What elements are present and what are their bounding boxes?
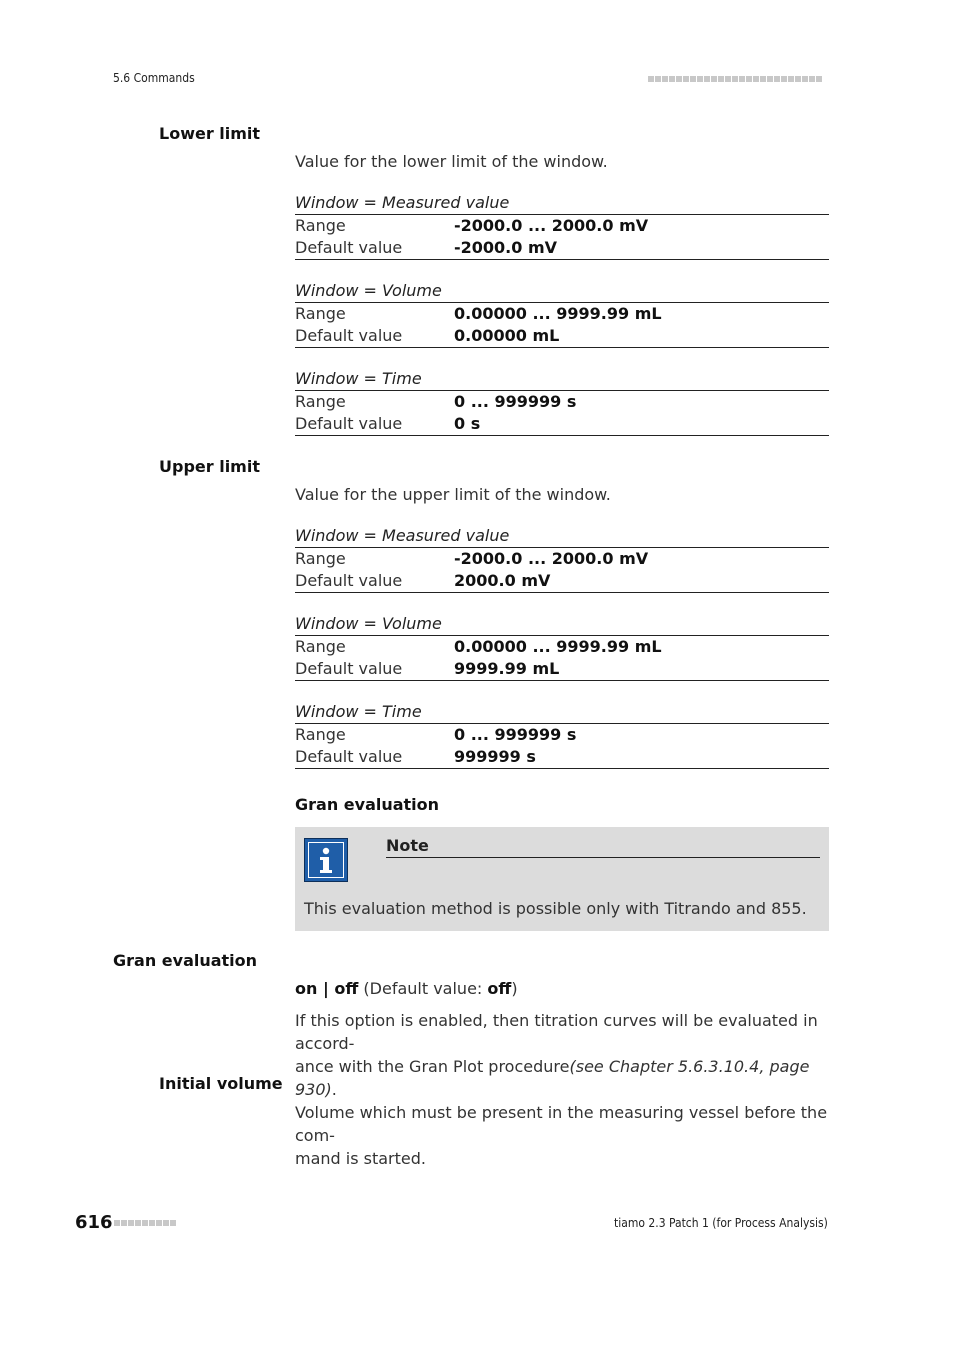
range-label: Range — [295, 549, 346, 568]
range-value: -2000.0 ... 2000.0 mV — [454, 216, 649, 235]
default-label: Default value — [295, 747, 403, 766]
gran-evaluation-heading: Gran evaluation — [113, 951, 258, 970]
range-label: Range — [295, 392, 346, 411]
table-row-default — [295, 746, 829, 769]
info-icon — [304, 838, 348, 882]
range-label: Range — [295, 304, 346, 323]
upper-limit-table-time — [295, 701, 829, 769]
option-values: on | off — [295, 979, 359, 998]
table-row-range — [295, 391, 829, 413]
default-value: 0.00000 mL — [454, 326, 560, 345]
initial-volume-description — [295, 1101, 829, 1170]
table-row-default — [295, 570, 829, 593]
table-caption: Window = Time — [295, 368, 829, 391]
default-value: off — [487, 979, 512, 998]
upper-limit-description: Value for the upper limit of the window. — [295, 485, 611, 504]
default-value: 9999.99 mL — [454, 659, 560, 678]
lower-limit-table-time — [295, 368, 829, 436]
range-value: 0 ... 999999 s — [454, 392, 577, 411]
default-label: Default value — [295, 238, 403, 257]
initial-volume-heading: Initial volume — [159, 1074, 283, 1093]
chapter-reference-link[interactable]: (see Chapter 5.6.3.10.4, page 930) — [295, 1057, 810, 1099]
default-label: Default value — [295, 414, 403, 433]
page-number: 616 — [75, 1212, 113, 1233]
description-line: If this option is enabled, then titration curves will be evaluated in accord- — [295, 1011, 818, 1053]
upper-limit-table-volume — [295, 613, 829, 681]
default-value: -2000.0 mV — [454, 238, 558, 257]
table-caption: Window = Measured value — [295, 192, 829, 215]
default-value: 2000.0 mV — [454, 571, 551, 590]
table-row-range — [295, 636, 829, 658]
upper-limit-table-measured — [295, 525, 829, 593]
range-value: 0 ... 999999 s — [454, 725, 577, 744]
product-name: tiamo 2.3 Patch 1 (for Process Analysis) — [614, 1216, 828, 1230]
table-row-range — [295, 548, 829, 570]
header-decoration-squares — [648, 76, 822, 82]
default-label: Default value — [295, 326, 403, 345]
default-label: Default value — [295, 571, 403, 590]
table-caption: Window = Volume — [295, 280, 829, 303]
default-prefix: (Default value: — [358, 979, 488, 998]
range-value: 0.00000 ... 9999.99 mL — [454, 304, 662, 323]
table-caption: Window = Measured value — [295, 525, 829, 548]
footer-decoration-squares — [114, 1220, 176, 1226]
upper-limit-heading: Upper limit — [159, 457, 260, 476]
description-line: mand is started. — [295, 1149, 426, 1168]
table-row-default — [295, 413, 829, 436]
table-caption: Window = Time — [295, 701, 829, 724]
range-value: 0.00000 ... 9999.99 mL — [454, 637, 662, 656]
table-row-default — [295, 658, 829, 681]
default-value: 999999 s — [454, 747, 536, 766]
note-box — [295, 827, 829, 931]
range-label: Range — [295, 216, 346, 235]
lower-limit-table-volume — [295, 280, 829, 348]
description-line: ance with the Gran Plot procedure(see Chapter 5.6.3.10.4, page 930). — [295, 1057, 810, 1099]
lower-limit-table-measured — [295, 192, 829, 260]
table-row-default — [295, 237, 829, 260]
lower-limit-heading: Lower limit — [159, 124, 261, 143]
table-caption: Window = Volume — [295, 613, 829, 636]
description-line: Volume which must be present in the measuring vessel before the com- — [295, 1103, 828, 1145]
table-row-range — [295, 724, 829, 746]
note-title: Note — [386, 835, 820, 858]
note-text: This evaluation method is possible only with Titrando and 855. — [304, 899, 807, 918]
gran-section-heading: Gran evaluation — [295, 795, 440, 814]
table-row-default — [295, 325, 829, 348]
range-label: Range — [295, 725, 346, 744]
range-label: Range — [295, 637, 346, 656]
table-row-range — [295, 215, 829, 237]
lower-limit-description: Value for the lower limit of the window. — [295, 152, 608, 171]
default-label: Default value — [295, 659, 403, 678]
gran-evaluation-options — [295, 977, 518, 1000]
running-header-section: 5.6 Commands — [113, 71, 195, 85]
gran-evaluation-description — [295, 1009, 829, 1101]
table-row-range — [295, 303, 829, 325]
default-value: 0 s — [454, 414, 481, 433]
default-suffix: ) — [511, 979, 518, 998]
range-value: -2000.0 ... 2000.0 mV — [454, 549, 649, 568]
